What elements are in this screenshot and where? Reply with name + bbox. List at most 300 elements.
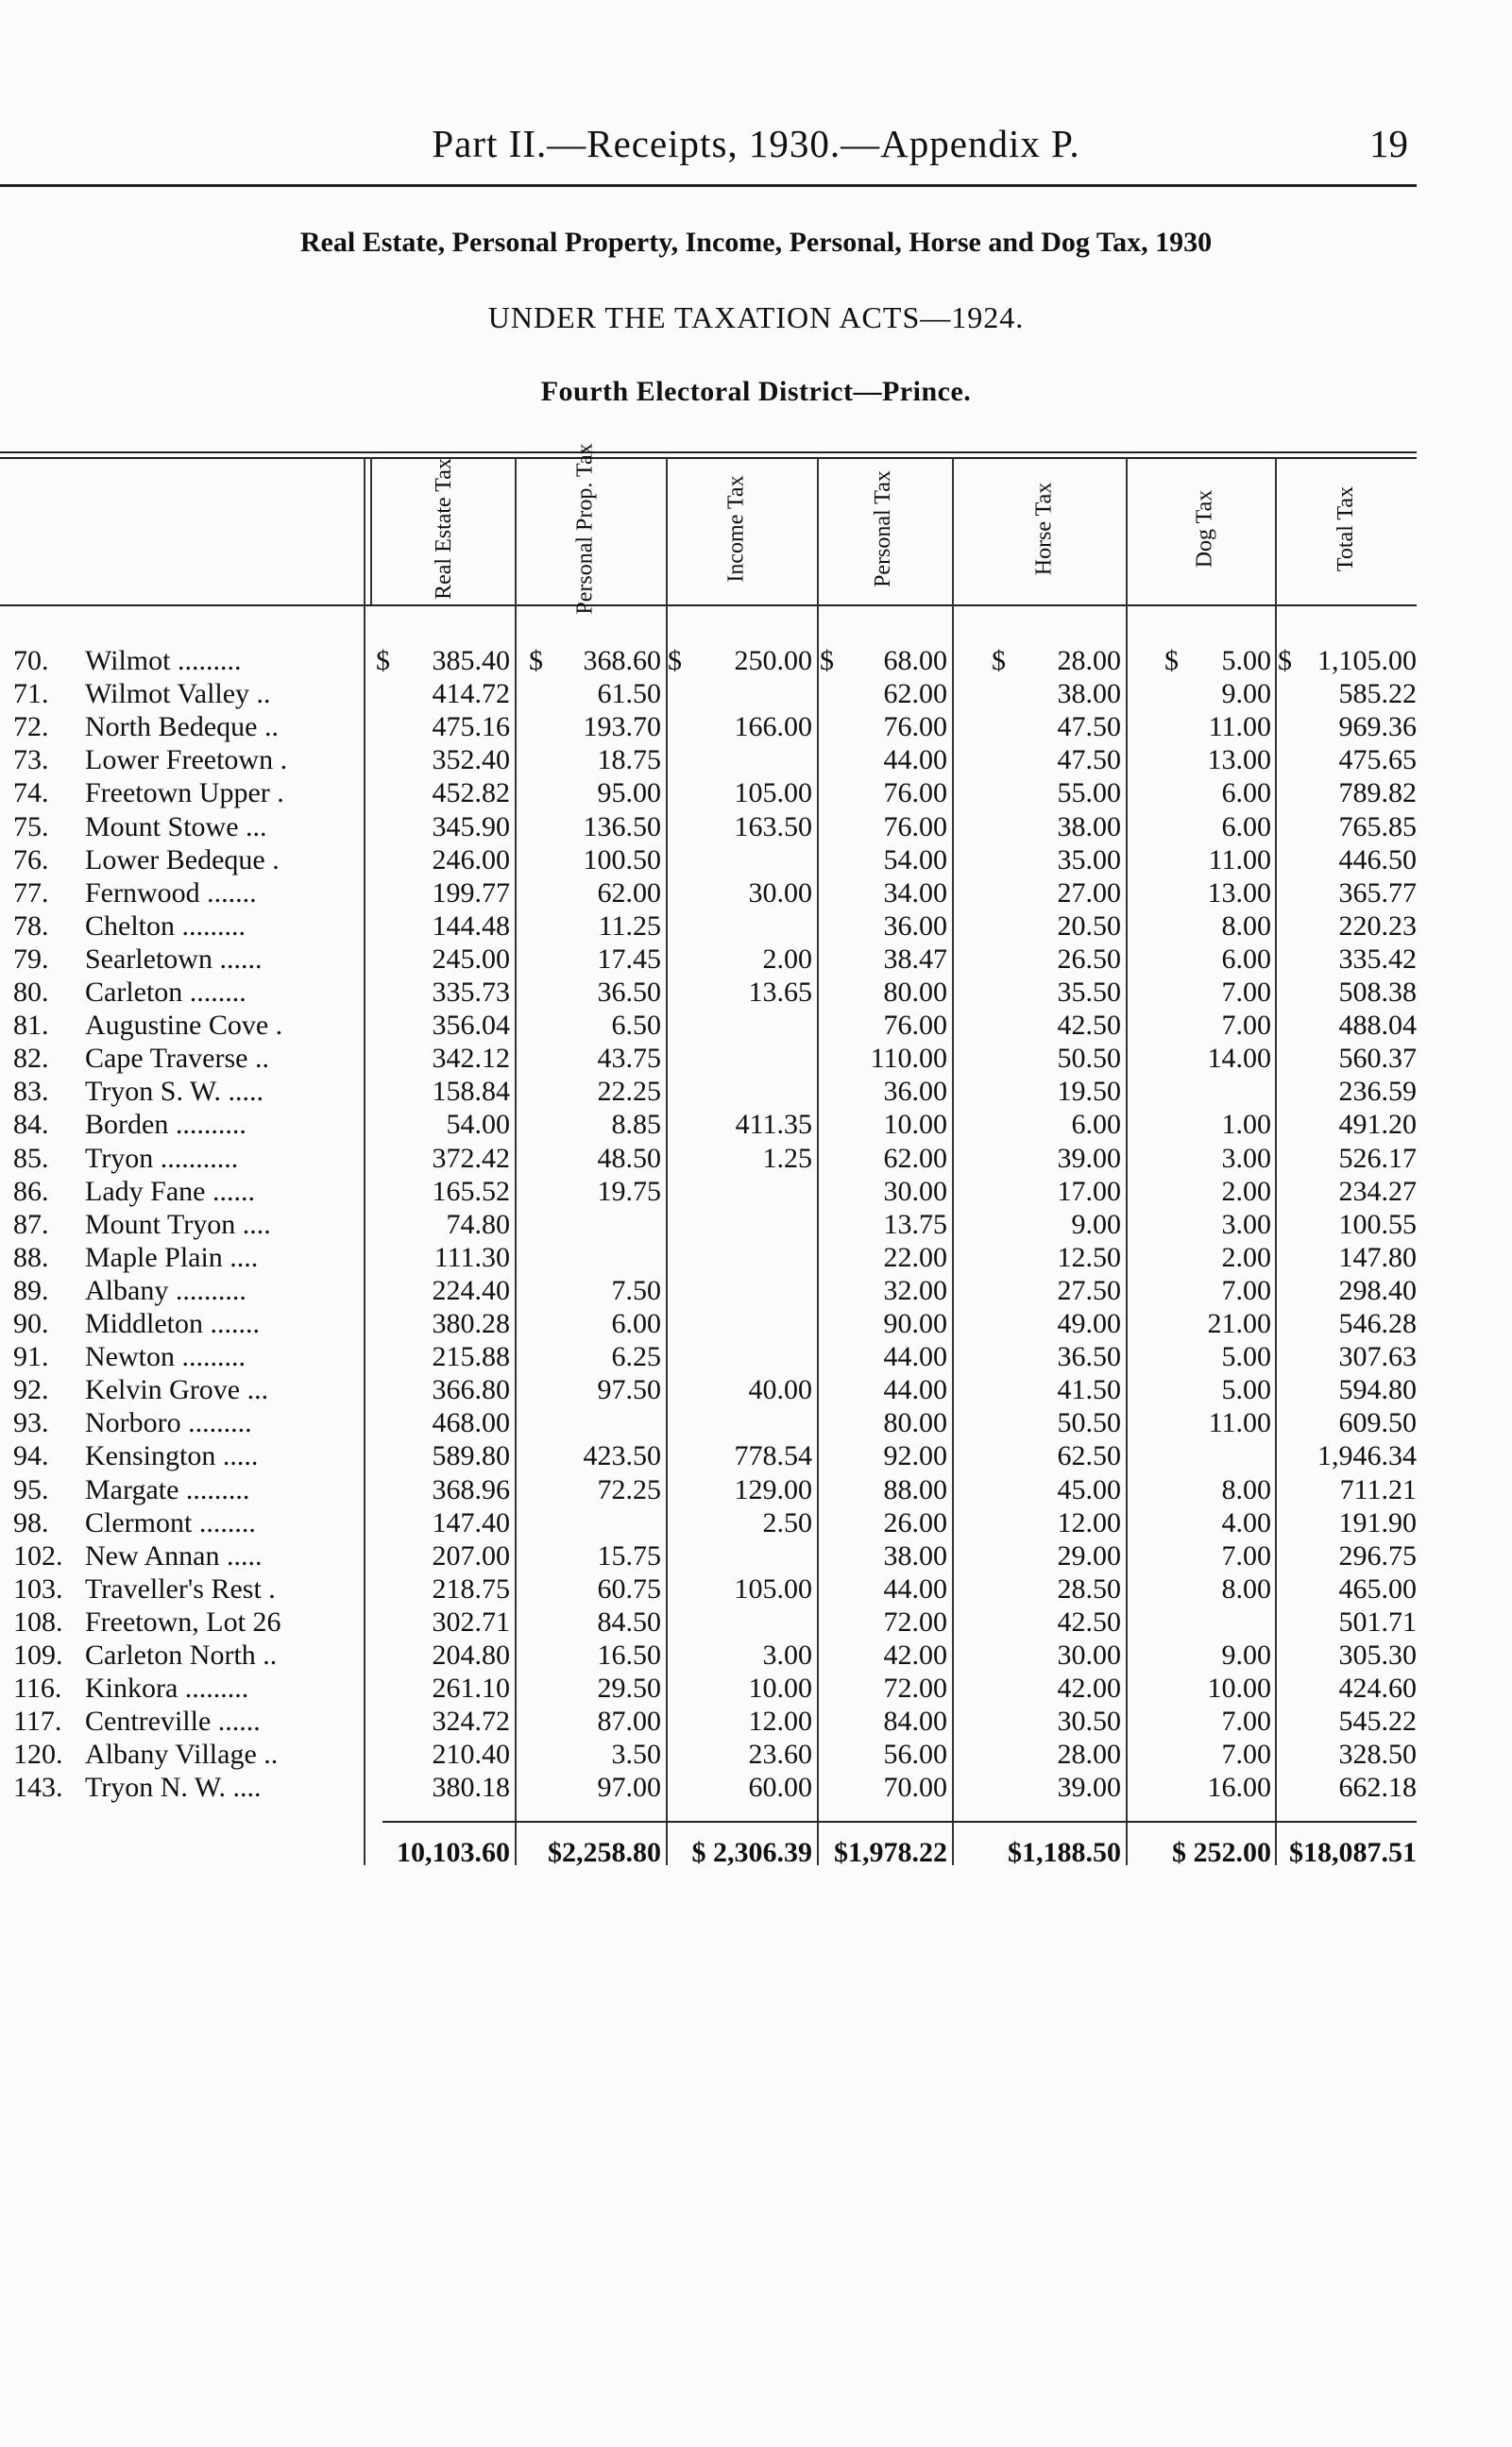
personal-cell: 38.47	[883, 943, 947, 975]
real-estate-cell: 356.04	[432, 1010, 510, 1042]
dog-cell: 14.00	[1207, 1043, 1271, 1075]
row-number: 92.	[13, 1374, 49, 1406]
total-cell: 501.71	[1338, 1606, 1417, 1638]
horse-cell: 42.00	[1057, 1673, 1121, 1705]
row-number: 90.	[13, 1308, 49, 1339]
horse-cell: 30.50	[1057, 1706, 1121, 1738]
dollar-sign: $	[820, 645, 834, 676]
real-estate-cell: 380.28	[432, 1308, 510, 1339]
personal-prop-cell: 6.00	[611, 1308, 661, 1339]
table-row	[0, 744, 1512, 777]
total-cell: 475.65	[1338, 744, 1417, 776]
table-row	[0, 910, 1512, 943]
horse-cell: 17.00	[1057, 1175, 1121, 1207]
dog-cell: 9.00	[1221, 678, 1271, 710]
total-total: $18,087.51	[1289, 1837, 1417, 1868]
row-number: 103.	[13, 1572, 63, 1605]
real-estate-cell: 147.40	[432, 1506, 510, 1538]
horse-cell: 30.00	[1057, 1640, 1121, 1671]
real-estate-cell: 414.72	[432, 678, 510, 710]
personal-prop-cell: 97.00	[597, 1772, 661, 1804]
table-row	[0, 1606, 1512, 1640]
total-cell: 545.22	[1338, 1706, 1417, 1738]
personal-prop-cell: 61.50	[597, 678, 661, 710]
dog-cell: 11.00	[1208, 843, 1271, 875]
personal-cell: 10.00	[883, 1109, 947, 1141]
real-estate-cell: 74.80	[446, 1208, 510, 1240]
col-header-income: Income Tax	[723, 475, 749, 583]
total-cell: 100.55	[1338, 1208, 1417, 1240]
horse-cell: 6.00	[1071, 1109, 1121, 1141]
real-estate-cell: 352.40	[432, 744, 510, 776]
horse-cell: 45.00	[1057, 1473, 1121, 1505]
dollar-sign: $	[668, 645, 682, 676]
income-cell: 12.00	[748, 1706, 812, 1738]
col-header-dog: Dog Tax	[1191, 489, 1216, 569]
income-cell: 129.00	[734, 1473, 812, 1505]
district-name: Fernwood .......	[85, 876, 257, 909]
horse-cell: 50.50	[1057, 1043, 1121, 1075]
table-row	[0, 977, 1512, 1010]
table-row	[0, 1109, 1512, 1142]
personal-prop-cell: 3.50	[611, 1739, 661, 1771]
row-number: 79.	[13, 943, 49, 975]
real-estate-cell: 204.80	[432, 1640, 510, 1671]
table-row	[0, 1673, 1512, 1706]
dollar-sign: $	[1278, 645, 1292, 676]
horse-cell: 41.50	[1057, 1374, 1121, 1406]
dog-cell: 13.00	[1207, 876, 1271, 909]
income-cell: 40.00	[748, 1374, 812, 1406]
table-top-rule	[0, 451, 1417, 453]
table-row	[0, 1640, 1512, 1673]
row-number: 75.	[13, 810, 49, 842]
real-estate-cell: 207.00	[432, 1539, 510, 1572]
personal-cell: 56.00	[883, 1739, 947, 1771]
personal-cell: 44.00	[883, 1341, 947, 1373]
personal-cell: 42.00	[883, 1640, 947, 1671]
horse-cell: 19.50	[1057, 1076, 1121, 1108]
personal-cell: 92.00	[883, 1440, 947, 1472]
table-row	[0, 877, 1512, 910]
total-cell: 465.00	[1338, 1572, 1417, 1605]
horse-cell: 49.00	[1057, 1308, 1121, 1339]
row-number: 71.	[13, 678, 49, 710]
real-estate-cell: 302.71	[432, 1606, 510, 1638]
district-name: Maple Plain ....	[85, 1241, 259, 1273]
horse-cell: 12.00	[1057, 1506, 1121, 1538]
total-cell: 236.59	[1338, 1076, 1417, 1108]
table-row	[0, 1242, 1512, 1275]
personal-cell: 30.00	[883, 1175, 947, 1207]
total-cell: 446.50	[1338, 843, 1417, 875]
total-cell: 560.37	[1338, 1043, 1417, 1075]
district-title: Fourth Electoral District—Prince.	[540, 376, 972, 407]
column-header-bottom-rule	[0, 604, 1417, 606]
personal-prop-cell: 22.25	[597, 1076, 661, 1108]
dog-cell: 8.00	[1221, 1473, 1271, 1505]
personal-prop-cell: 19.75	[597, 1175, 661, 1207]
real-estate-cell: 372.42	[432, 1142, 510, 1174]
income-cell: 23.60	[748, 1739, 812, 1771]
real-estate-cell: 368.96	[432, 1473, 510, 1505]
personal-prop-cell: 136.50	[583, 810, 661, 842]
dog-cell: 13.00	[1207, 744, 1271, 776]
district-name: Mount Stowe ...	[85, 810, 267, 842]
income-cell: 60.00	[748, 1772, 812, 1804]
table-row	[0, 1043, 1512, 1076]
dog-cell: 5.00	[1221, 645, 1271, 676]
dollar-sign: $	[1164, 645, 1179, 676]
row-number: 88.	[13, 1241, 49, 1273]
table-row	[0, 844, 1512, 877]
real-estate-cell: 385.40	[432, 645, 510, 676]
horse-cell: 47.50	[1057, 711, 1121, 743]
district-name: Tryon ...........	[85, 1142, 239, 1174]
row-number: 81.	[13, 1010, 49, 1042]
real-estate-cell: 380.18	[432, 1772, 510, 1804]
personal-prop-cell: 60.75	[597, 1572, 661, 1605]
personal-cell: 62.00	[883, 678, 947, 710]
dog-cell: 16.00	[1207, 1772, 1271, 1804]
totals-rule	[382, 1821, 1417, 1823]
real-estate-cell: 246.00	[432, 843, 510, 875]
district-name: Kensington .....	[85, 1440, 259, 1472]
horse-cell: 29.00	[1057, 1539, 1121, 1572]
personal-prop-cell: 95.00	[597, 777, 661, 809]
total-personal: $1,978.22	[834, 1837, 947, 1868]
row-number: 74.	[13, 777, 49, 809]
table-subtitle: UNDER THE TAXATION ACTS—1924.	[487, 300, 1025, 334]
total-cell: 296.75	[1338, 1539, 1417, 1572]
personal-cell: 72.00	[883, 1673, 947, 1705]
real-estate-cell: 335.73	[432, 977, 510, 1008]
personal-cell: 72.00	[883, 1606, 947, 1638]
personal-prop-cell: 6.25	[611, 1341, 661, 1373]
horse-cell: 28.00	[1057, 645, 1121, 676]
page-number: 19	[1369, 122, 1408, 165]
real-estate-cell: 342.12	[432, 1043, 510, 1075]
dog-cell: 11.00	[1208, 711, 1271, 743]
income-cell: 2.50	[762, 1506, 812, 1538]
district-name: Mount Tryon ....	[85, 1208, 271, 1240]
horse-cell: 39.00	[1057, 1142, 1121, 1174]
row-number: 102.	[13, 1539, 63, 1572]
personal-prop-cell: 11.25	[598, 909, 661, 942]
row-number: 91.	[13, 1341, 49, 1373]
dog-cell: 6.00	[1221, 943, 1271, 975]
income-cell: 105.00	[734, 1572, 812, 1605]
total-horse: $1,188.50	[1008, 1837, 1121, 1868]
table-row	[0, 1010, 1512, 1043]
income-cell: 250.00	[734, 645, 812, 676]
dog-cell: 3.00	[1221, 1142, 1271, 1174]
row-number: 89.	[13, 1274, 49, 1306]
personal-cell: 76.00	[883, 711, 947, 743]
table-row	[0, 1076, 1512, 1109]
dog-cell: 7.00	[1221, 1706, 1271, 1738]
district-name: Lower Freetown .	[85, 744, 288, 776]
income-cell: 10.00	[748, 1673, 812, 1705]
dollar-sign: $	[376, 645, 390, 676]
dog-cell: 6.00	[1221, 777, 1271, 809]
table-row	[0, 1341, 1512, 1374]
horse-cell: 27.50	[1057, 1274, 1121, 1306]
income-cell: 2.00	[762, 943, 812, 975]
district-name: Centreville ......	[85, 1706, 261, 1738]
row-number: 73.	[13, 744, 49, 776]
district-name: Kelvin Grove ...	[85, 1374, 269, 1406]
row-number: 76.	[13, 843, 49, 875]
row-number: 94.	[13, 1440, 49, 1472]
real-estate-cell: 158.84	[432, 1076, 510, 1108]
table-title: Real Estate, Personal Property, Income, Personal, Horse and Dog Tax, 1930	[299, 227, 1213, 258]
district-name: Margate .........	[85, 1473, 250, 1505]
running-title: Part II.—Receipts, 1930.—Appendix P.	[432, 122, 1080, 165]
income-cell: 411.35	[735, 1109, 812, 1141]
real-estate-cell: 111.30	[433, 1241, 510, 1273]
real-estate-cell: 324.72	[432, 1706, 510, 1738]
dog-cell: 11.00	[1208, 1407, 1271, 1439]
total-cell: 1,105.00	[1317, 645, 1417, 676]
dollar-sign: $	[529, 645, 543, 676]
personal-prop-cell: 100.50	[583, 843, 661, 875]
income-cell: 3.00	[762, 1640, 812, 1671]
page-header	[0, 121, 1512, 168]
table-row	[0, 1209, 1512, 1242]
total-cell: 191.90	[1338, 1506, 1417, 1538]
personal-prop-cell: 8.85	[611, 1109, 661, 1141]
personal-cell: 38.00	[883, 1539, 947, 1572]
total-cell: 424.60	[1338, 1673, 1417, 1705]
personal-prop-cell: 193.70	[583, 711, 661, 743]
district-name: Tryon N. W. ....	[85, 1772, 262, 1804]
personal-prop-cell: 97.50	[597, 1374, 661, 1406]
dog-cell: 7.00	[1221, 1274, 1271, 1306]
income-cell: 163.50	[734, 810, 812, 842]
total-cell: 1,946.34	[1317, 1440, 1417, 1472]
table-row	[0, 1374, 1512, 1407]
real-estate-cell: 366.80	[432, 1374, 510, 1406]
income-cell: 778.54	[734, 1440, 812, 1472]
district-name: Albany ..........	[85, 1274, 246, 1306]
real-estate-cell: 199.77	[432, 876, 510, 909]
table-row	[0, 1143, 1512, 1176]
personal-prop-cell: 15.75	[597, 1539, 661, 1572]
dog-cell: 9.00	[1221, 1640, 1271, 1671]
total-cell: 765.85	[1338, 810, 1417, 842]
row-number: 70.	[13, 645, 49, 676]
personal-prop-cell: 6.50	[611, 1010, 661, 1042]
personal-cell: 36.00	[883, 909, 947, 942]
dog-cell: 7.00	[1221, 1010, 1271, 1042]
table-row	[0, 678, 1512, 711]
personal-cell: 44.00	[883, 744, 947, 776]
personal-prop-cell: 7.50	[611, 1274, 661, 1306]
row-number: 84.	[13, 1109, 49, 1141]
personal-cell: 44.00	[883, 1374, 947, 1406]
district-name: Freetown, Lot 26	[85, 1606, 281, 1638]
dog-cell: 1.00	[1221, 1109, 1271, 1141]
row-number: 93.	[13, 1407, 49, 1439]
table-row	[0, 1540, 1512, 1573]
horse-cell: 27.00	[1057, 876, 1121, 909]
horse-cell: 55.00	[1057, 777, 1121, 809]
real-estate-cell: 54.00	[446, 1109, 510, 1141]
table-row	[0, 645, 1512, 678]
personal-cell: 110.00	[870, 1043, 947, 1075]
real-estate-cell: 589.80	[432, 1440, 510, 1472]
district-name: Freetown Upper .	[85, 777, 284, 809]
personal-cell: 44.00	[883, 1572, 947, 1605]
horse-cell: 62.50	[1057, 1440, 1121, 1472]
real-estate-cell: 218.75	[432, 1572, 510, 1605]
total-dog: $ 252.00	[1172, 1837, 1271, 1868]
row-number: 109.	[13, 1640, 63, 1671]
personal-cell: 70.00	[883, 1772, 947, 1804]
row-number: 77.	[13, 876, 49, 909]
horse-cell: 26.50	[1057, 943, 1121, 975]
horse-cell: 42.50	[1057, 1606, 1121, 1638]
real-estate-cell: 245.00	[432, 943, 510, 975]
row-number: 82.	[13, 1043, 49, 1075]
real-estate-cell: 452.82	[432, 777, 510, 809]
district-name: Borden ..........	[85, 1109, 246, 1141]
personal-cell: 88.00	[883, 1473, 947, 1505]
dog-cell: 10.00	[1207, 1673, 1271, 1705]
total-cell: 969.36	[1338, 711, 1417, 743]
district-name: Carleton ........	[85, 977, 246, 1008]
dog-cell: 3.00	[1221, 1208, 1271, 1240]
total-cell: 147.80	[1338, 1241, 1417, 1273]
dog-cell: 8.00	[1221, 1572, 1271, 1605]
total-cell: 307.63	[1338, 1341, 1417, 1373]
personal-cell: 62.00	[883, 1142, 947, 1174]
total-cell: 585.22	[1338, 678, 1417, 710]
personal-prop-cell: 36.50	[597, 977, 661, 1008]
district-name: Augustine Cove .	[85, 1010, 283, 1042]
personal-cell: 84.00	[883, 1706, 947, 1738]
horse-cell: 12.50	[1057, 1241, 1121, 1273]
table-row	[0, 1440, 1512, 1473]
real-estate-cell: 475.16	[432, 711, 510, 743]
district-name: Kinkora .........	[85, 1673, 249, 1705]
real-estate-cell: 144.48	[432, 909, 510, 942]
total-cell: 594.80	[1338, 1374, 1417, 1406]
row-number: 143.	[13, 1772, 63, 1804]
district-name: Lady Fane ......	[85, 1175, 255, 1207]
horse-cell: 20.50	[1057, 909, 1121, 942]
total-cell: 365.77	[1338, 876, 1417, 909]
income-cell: 166.00	[734, 711, 812, 743]
total-cell: 546.28	[1338, 1308, 1417, 1339]
col-header-horse: Horse Tax	[1031, 482, 1056, 576]
total-cell: 335.42	[1338, 943, 1417, 975]
dog-cell: 2.00	[1221, 1241, 1271, 1273]
personal-prop-cell: 48.50	[597, 1142, 661, 1174]
row-number: 117.	[13, 1706, 62, 1738]
district-name: Searletown ......	[85, 943, 263, 975]
personal-cell: 80.00	[883, 1407, 947, 1439]
total-cell: 328.50	[1338, 1739, 1417, 1771]
personal-prop-cell: 368.60	[583, 645, 661, 676]
district-name: North Bedeque ..	[85, 711, 279, 743]
col-header-personal-prop: Personal Prop. Tax	[573, 443, 599, 615]
income-cell: 105.00	[734, 777, 812, 809]
district-name: Traveller's Rest .	[85, 1572, 276, 1605]
total-cell: 662.18	[1338, 1772, 1417, 1804]
header-rule	[0, 184, 1417, 187]
table-row	[0, 1573, 1512, 1606]
dog-cell: 5.00	[1221, 1374, 1271, 1406]
horse-cell: 38.00	[1057, 678, 1121, 710]
table-row	[0, 1176, 1512, 1209]
horse-cell: 35.50	[1057, 977, 1121, 1008]
total-cell: 488.04	[1338, 1010, 1417, 1042]
horse-cell: 38.00	[1057, 810, 1121, 842]
dog-cell: 7.00	[1221, 1539, 1271, 1572]
table-row	[0, 811, 1512, 844]
district-name: New Annan .....	[85, 1539, 263, 1572]
district-name: Lower Bedeque .	[85, 843, 280, 875]
total-cell: 234.27	[1338, 1175, 1417, 1207]
personal-prop-cell: 84.50	[597, 1606, 661, 1638]
table-row	[0, 1739, 1512, 1772]
row-number: 120.	[13, 1739, 63, 1771]
table-row	[0, 711, 1512, 744]
district-name: Clermont ........	[85, 1506, 256, 1538]
dog-cell: 21.00	[1207, 1308, 1271, 1339]
district-name: Tryon S. W. .....	[85, 1076, 263, 1108]
dog-cell: 5.00	[1221, 1341, 1271, 1373]
col-header-personal: Personal Tax	[870, 470, 895, 587]
personal-cell: 76.00	[883, 1010, 947, 1042]
district-name: Wilmot .........	[85, 645, 242, 676]
horse-cell: 9.00	[1071, 1208, 1121, 1240]
personal-cell: 22.00	[883, 1241, 947, 1273]
personal-cell: 80.00	[883, 977, 947, 1008]
dog-cell: 6.00	[1221, 810, 1271, 842]
row-number: 108.	[13, 1606, 63, 1638]
total-cell: 298.40	[1338, 1274, 1417, 1306]
total-cell: 491.20	[1338, 1109, 1417, 1141]
dog-cell: 7.00	[1221, 1739, 1271, 1771]
real-estate-cell: 224.40	[432, 1274, 510, 1306]
personal-cell: 36.00	[883, 1076, 947, 1108]
table-row	[0, 1407, 1512, 1440]
personal-prop-cell: 87.00	[597, 1706, 661, 1738]
real-estate-cell: 468.00	[432, 1407, 510, 1439]
table-row	[0, 777, 1512, 810]
dollar-sign: $	[992, 645, 1006, 676]
district-name: Albany Village ..	[85, 1739, 279, 1771]
personal-cell: 76.00	[883, 777, 947, 809]
real-estate-cell: 215.88	[432, 1341, 510, 1373]
row-number: 98.	[13, 1506, 49, 1538]
table-row	[0, 1308, 1512, 1341]
personal-cell: 34.00	[883, 876, 947, 909]
total-cell: 508.38	[1338, 977, 1417, 1008]
personal-cell: 54.00	[883, 843, 947, 875]
total-real-estate: 10,103.60	[397, 1837, 510, 1868]
total-personal-prop: $2,258.80	[548, 1837, 661, 1868]
total-cell: 609.50	[1338, 1407, 1417, 1439]
total-cell: 526.17	[1338, 1142, 1417, 1174]
horse-cell: 42.50	[1057, 1010, 1121, 1042]
horse-cell: 39.00	[1057, 1772, 1121, 1804]
horse-cell: 36.50	[1057, 1341, 1121, 1373]
personal-prop-cell: 16.50	[597, 1640, 661, 1671]
